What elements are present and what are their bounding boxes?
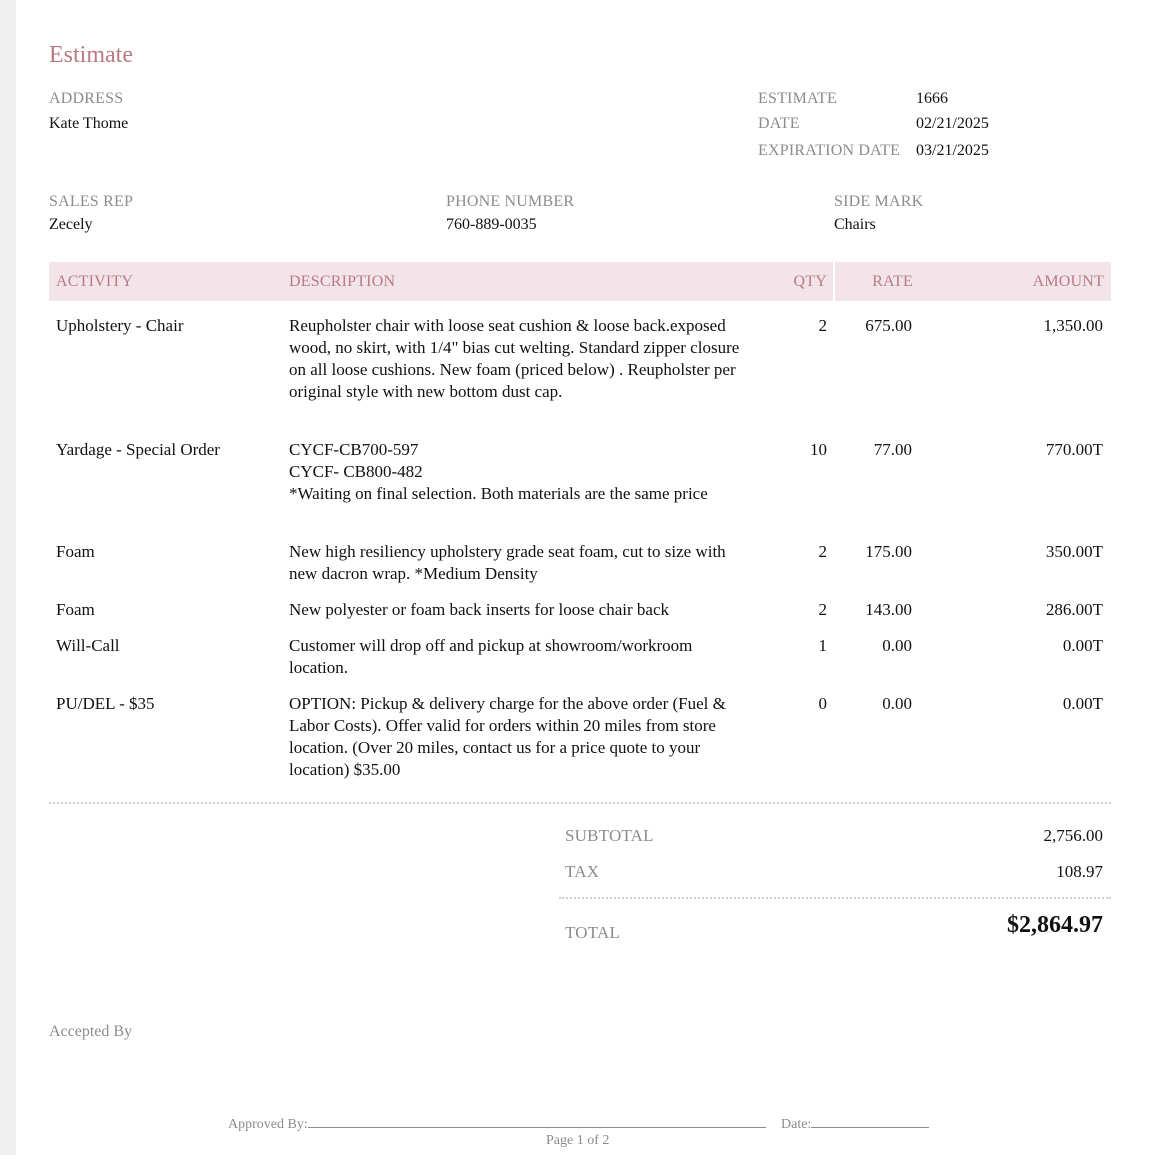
row-description: Reupholster chair with loose seat cushion & loose back.exposed wood, no skirt, with 1/4" bias cut welting. Standard zipper closure on all loose cushions. New foam (priced below) . Reupholster per original style with new bottom dust cap. [289,316,740,401]
row-rate: 675.00 [865,316,912,335]
address-value: Kate Thome [49,115,129,132]
estimate-page [16,0,1160,1155]
header-divider [833,262,835,301]
row-qty: 10 [810,440,827,459]
row-amount: 0.00T [1062,636,1103,655]
column-header-qty: QTY [793,273,827,290]
tax-value: 108.97 [1056,862,1103,881]
totals-divider [559,897,1111,899]
phone-number-label: PHONE NUMBER [446,193,575,210]
row-qty: 2 [818,600,827,619]
row-rate: 77.00 [873,440,912,459]
row-qty: 1 [818,636,827,655]
expiration-date-label: EXPIRATION DATE [758,142,901,159]
date-field [781,1115,929,1133]
date-label: DATE [758,115,800,132]
row-activity: PU/DEL - $35 [56,694,155,713]
row-amount: 1,350.00 [1043,316,1103,335]
phone-number-value: 760-889-0035 [446,216,537,233]
row-activity: Will-Call [56,636,120,655]
date-value: 02/21/2025 [916,115,989,132]
row-qty: 2 [818,316,827,335]
estimate-number-value: 1666 [916,90,948,107]
approved-by-field [228,1115,766,1133]
row-rate: 0.00 [882,636,912,655]
items-divider [49,802,1111,804]
column-header-rate: RATE [872,273,913,290]
row-description: New polyester or foam back inserts for loose chair back [289,600,670,619]
approved-by-line [308,1115,766,1128]
column-header-amount: AMOUNT [1032,273,1104,290]
row-rate: 143.00 [865,600,912,619]
side-mark-value: Chairs [834,216,876,233]
accepted-by-label: Accepted By [49,1023,133,1040]
row-amount: 350.00T [1045,542,1103,561]
tax-label: TAX [565,862,600,881]
row-qty: 0 [818,694,827,713]
column-header-activity: ACTIVITY [56,273,134,290]
row-amount: 0.00T [1062,694,1103,713]
document-title: Estimate [49,42,133,68]
approved-by-label: Approved By: [228,1117,308,1132]
row-qty: 2 [818,542,827,561]
row-amount: 286.00T [1045,600,1103,619]
footer-date-label: Date: [781,1117,812,1132]
column-header-description: DESCRIPTION [289,273,396,290]
estimate-number-label: ESTIMATE [758,90,837,107]
row-activity: Upholstery - Chair [56,316,184,335]
total-value: $2,864.97 [1007,912,1103,938]
row-activity: Foam [56,542,95,561]
line-items-header [49,262,1111,301]
row-activity: Yardage - Special Order [56,440,220,459]
subtotal-label: SUBTOTAL [565,826,654,845]
expiration-date-value: 03/21/2025 [916,142,989,159]
side-mark-label: SIDE MARK [834,193,924,210]
row-description: Customer will drop off and pickup at showroom/workroom location. [289,636,693,677]
sales-rep-value: Zecely [49,216,93,233]
row-amount: 770.00T [1045,440,1103,459]
subtotal-value: 2,756.00 [1043,826,1103,845]
row-description: CYCF-CB700-597 CYCF- CB800-482 *Waiting on final selection. Both materials are the same price [289,440,708,503]
row-description: New high resiliency upholstery grade seat foam, cut to size with new dacron wrap. *Medium Density [289,542,726,583]
address-label: ADDRESS [49,90,124,107]
row-rate: 175.00 [865,542,912,561]
row-rate: 0.00 [882,694,912,713]
footer-date-line [811,1115,929,1128]
total-label: TOTAL [565,923,621,942]
row-activity: Foam [56,600,95,619]
page-number: Page 1 of 2 [546,1133,610,1148]
sales-rep-label: SALES REP [49,193,134,210]
row-description: OPTION: Pickup & delivery charge for the above order (Fuel & Labor Costs). Offer valid for orders within 20 miles from store location. (Over 20 miles, contact us for a price quote to your location) $35.00 [289,694,726,779]
